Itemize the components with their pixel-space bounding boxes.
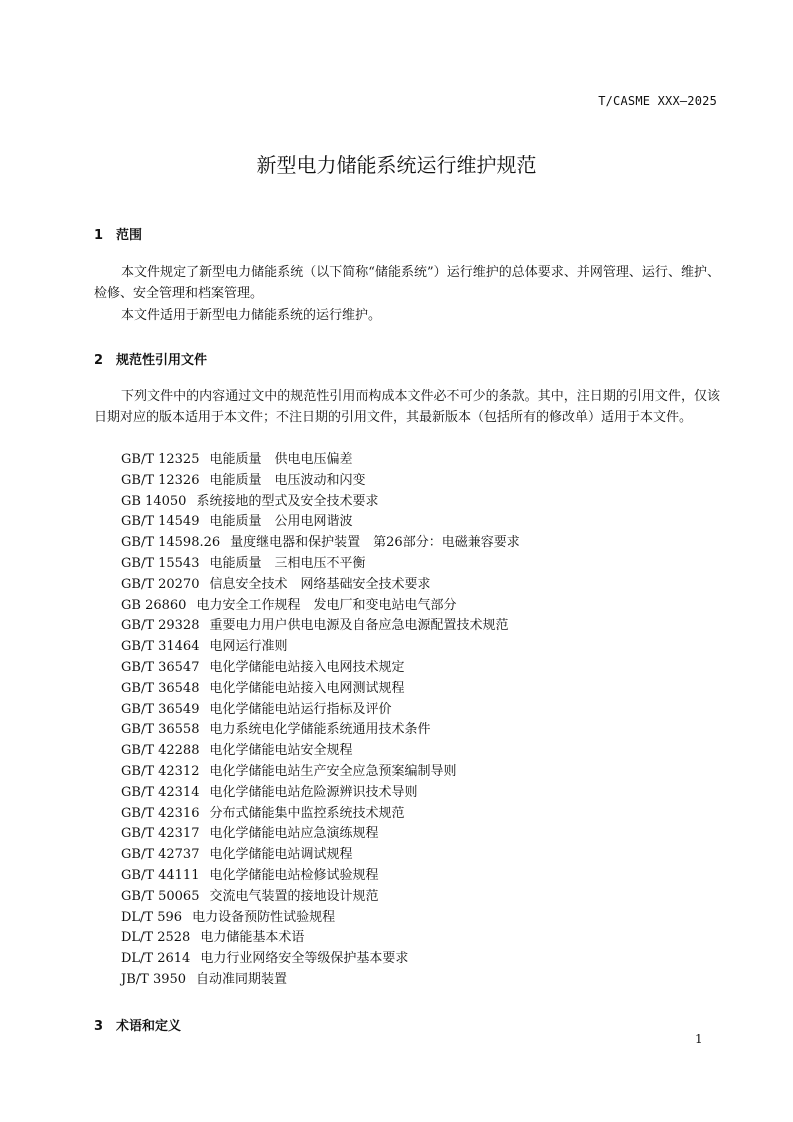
reference-item — [121, 908, 520, 929]
reference-code: GB/T 42316 — [121, 805, 200, 821]
reference-code: GB/T 42314 — [121, 784, 200, 800]
reference-title: 重要电力用户供电电源及自备应急电源配置技术规范 — [209, 618, 509, 634]
reference-code: GB/T 36549 — [121, 701, 200, 717]
reference-code: GB/T 36548 — [121, 680, 200, 696]
reference-item — [121, 866, 520, 887]
reference-code: GB/T 12326 — [121, 472, 200, 488]
reference-code: GB/T 31464 — [121, 639, 200, 655]
page-number: 1 — [695, 1032, 703, 1046]
reference-item — [121, 637, 520, 658]
reference-item — [121, 824, 520, 845]
reference-item — [121, 720, 520, 741]
reference-item — [121, 845, 520, 866]
reference-item — [121, 492, 520, 513]
reference-title: 系统接地的型式及安全技术要求 — [196, 493, 379, 509]
reference-code: GB/T 14549 — [121, 514, 200, 530]
reference-title: 交流电气装置的接地设计规范 — [209, 888, 379, 904]
document-title: 新型电力储能系统运行维护规范 — [256, 153, 537, 177]
reference-title: 电化学储能电站调试规程 — [209, 847, 353, 863]
reference-item — [121, 450, 520, 471]
reference-item — [121, 596, 520, 617]
reference-title: 电化学储能电站检修试验规程 — [209, 867, 379, 883]
reference-item — [121, 616, 520, 637]
reference-title: 电化学储能电站接入电网技术规定 — [209, 659, 405, 675]
reference-code: GB 14050 — [121, 493, 187, 509]
section-number: 2 — [94, 353, 104, 368]
reference-title: 自动准同期装置 — [196, 971, 288, 987]
reference-item — [121, 471, 520, 492]
reference-title: 信息安全技术 网络基础安全技术要求 — [209, 576, 431, 592]
reference-item — [121, 554, 520, 575]
reference-code: GB/T 42288 — [121, 743, 200, 759]
reference-code: GB/T 29328 — [121, 618, 200, 634]
reference-code: GB/T 14598.26 — [121, 535, 221, 551]
reference-code: GB/T 50065 — [121, 888, 200, 904]
reference-title: 电化学储能电站运行指标及评价 — [209, 701, 392, 717]
reference-code: JB/T 3950 — [121, 971, 187, 987]
reference-title: 电力安全工作规程 发电厂和变电站电气部分 — [196, 597, 457, 613]
reference-item — [121, 949, 520, 970]
reference-title: 电网运行准则 — [209, 639, 288, 655]
reference-code: DL/T 2528 — [121, 930, 191, 946]
reference-item — [121, 679, 520, 700]
section-heading-normative-references — [94, 349, 207, 368]
scope-paragraph: 本文件规定了新型电力储能系统（以下简称“储能系统”）运行维护的总体要求、并网管理、运行、维护、检修、安全管理和档案管理。 — [94, 265, 720, 302]
applicability-paragraph: 本文件适用于新型电力储能系统的运行维护。 — [121, 308, 382, 323]
section-title: 术语和定义 — [116, 1019, 182, 1034]
reference-code: GB/T 44111 — [121, 867, 200, 883]
section-title: 规范性引用文件 — [116, 353, 208, 368]
reference-title: 电化学储能电站生产安全应急预案编制导则 — [209, 763, 457, 779]
reference-item — [121, 575, 520, 596]
reference-code: GB 26860 — [121, 597, 187, 613]
reference-code: DL/T 596 — [121, 909, 183, 925]
reference-item — [121, 741, 520, 762]
reference-title: 电能质量 公用电网谐波 — [209, 514, 353, 530]
reference-code: GB/T 12325 — [121, 452, 200, 467]
section-number: 3 — [94, 1019, 104, 1034]
reference-item — [121, 700, 520, 721]
reference-code: GB/T 42312 — [121, 763, 200, 779]
reference-item — [121, 928, 520, 949]
reference-code: GB/T 15543 — [121, 555, 200, 571]
reference-title: 电力储能基本术语 — [200, 930, 305, 946]
reference-item — [121, 512, 520, 533]
reference-title: 电力系统电化学储能系统通用技术条件 — [209, 722, 431, 738]
reference-code: GB/T 36558 — [121, 722, 200, 738]
reference-item — [121, 970, 520, 991]
reference-item — [121, 887, 520, 908]
standard-code: T/CASME XXX—2025 — [598, 94, 717, 108]
reference-item — [121, 804, 520, 825]
section-title: 范围 — [116, 228, 143, 243]
section-heading-scope — [94, 224, 142, 243]
section-number: 1 — [94, 228, 104, 243]
reference-item — [121, 762, 520, 783]
references-intro-paragraph: 下列文件中的内容通过文中的规范性引用而构成本文件必不可少的条款。其中，注日期的引用文件，仅该日期对应的版本适用于本文件；不注日期的引用文件，其最新版本（包括所有的修改单）适用于本文件。 — [94, 389, 720, 426]
reference-item — [121, 533, 520, 554]
reference-item — [121, 783, 520, 804]
reference-title: 电力设备预防性试验规程 — [192, 909, 336, 925]
reference-title: 分布式储能集中监控系统技术规范 — [209, 805, 405, 821]
reference-title: 电能质量 供电电压偏差 — [209, 452, 353, 467]
reference-code: GB/T 42737 — [121, 847, 200, 863]
reference-list — [121, 450, 520, 991]
section-heading-terms-definitions — [94, 1015, 181, 1034]
reference-title: 电化学储能电站接入电网测试规程 — [209, 680, 405, 696]
reference-title: 电化学储能电站安全规程 — [209, 743, 353, 759]
reference-code: GB/T 20270 — [121, 576, 200, 592]
reference-title: 电能质量 三相电压不平衡 — [209, 555, 366, 571]
reference-code: GB/T 42317 — [121, 826, 200, 842]
reference-title: 电化学储能电站危险源辨识技术导则 — [209, 784, 418, 800]
reference-title: 电化学储能电站应急演练规程 — [209, 826, 379, 842]
reference-title: 电能质量 电压波动和闪变 — [209, 472, 366, 488]
reference-title: 量度继电器和保护装置 第26部分：电磁兼容要求 — [230, 535, 520, 551]
reference-item — [121, 658, 520, 679]
reference-code: GB/T 36547 — [121, 659, 200, 675]
reference-code: DL/T 2614 — [121, 951, 191, 967]
reference-title: 电力行业网络安全等级保护基本要求 — [200, 951, 409, 967]
